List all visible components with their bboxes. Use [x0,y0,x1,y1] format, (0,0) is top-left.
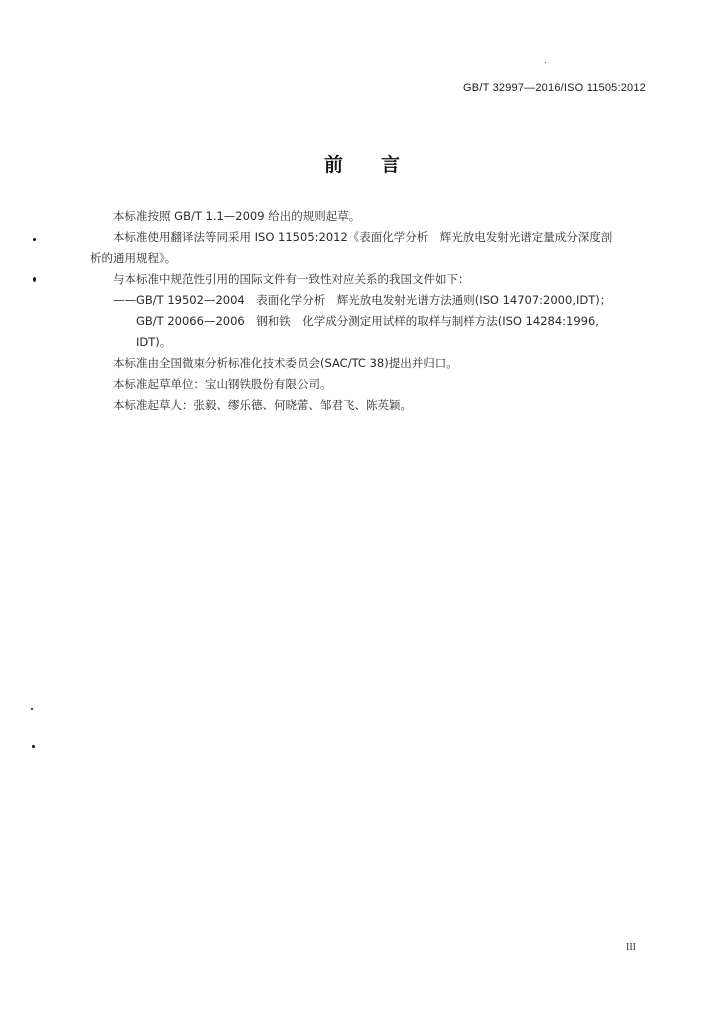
list-item-gbt20066-line2: IDT)。 [136,335,172,349]
paragraph-drafting-unit: 本标准起草单位：宝山钢铁股份有限公司。 [113,377,332,391]
scan-speck [545,62,546,63]
paragraph-corresponding-docs: 与本标准中规范性引用的国际文件有一致性对应关系的我国文件如下： [113,272,470,286]
scan-speck [33,277,36,282]
standard-code-header: GB/T 32997—2016/ISO 11505:2012 [463,82,646,94]
foreword-body [90,206,654,416]
scan-speck [31,708,33,710]
list-item-gbt19502: ——GB/T 19502—2004 表面化学分析 辉光放电发射光谱方法通则(ISO 14707:2000,IDT)； [113,293,612,307]
paragraph-proposed-by: 本标准由全国微束分析标准化技术委员会(SAC/TC 38)提出并归口。 [113,356,458,370]
paragraph-adoption-line2: 析的通用规程》。 [90,251,177,265]
scan-speck [33,238,36,241]
page-title: 前言 [323,154,438,176]
list-item-gbt20066-line1: GB/T 20066—2006 钢和铁 化学成分测定用试样的取样与制样方法(ISO 14284:1996, [136,314,599,328]
page-number: III [626,942,636,953]
scan-speck [32,745,35,748]
paragraph-adoption-line1: 本标准使用翻译法等同采用 ISO 11505:2012《表面化学分析 辉光放电发射光谱定量成分深度剖 [113,230,613,244]
paragraph-drafting-rules: 本标准按照 GB/T 1.1—2009 给出的规则起草。 [113,209,361,223]
paragraph-drafters: 本标准起草人：张毅、缪乐德、何晓蕾、邹君飞、陈英颖。 [113,398,412,412]
